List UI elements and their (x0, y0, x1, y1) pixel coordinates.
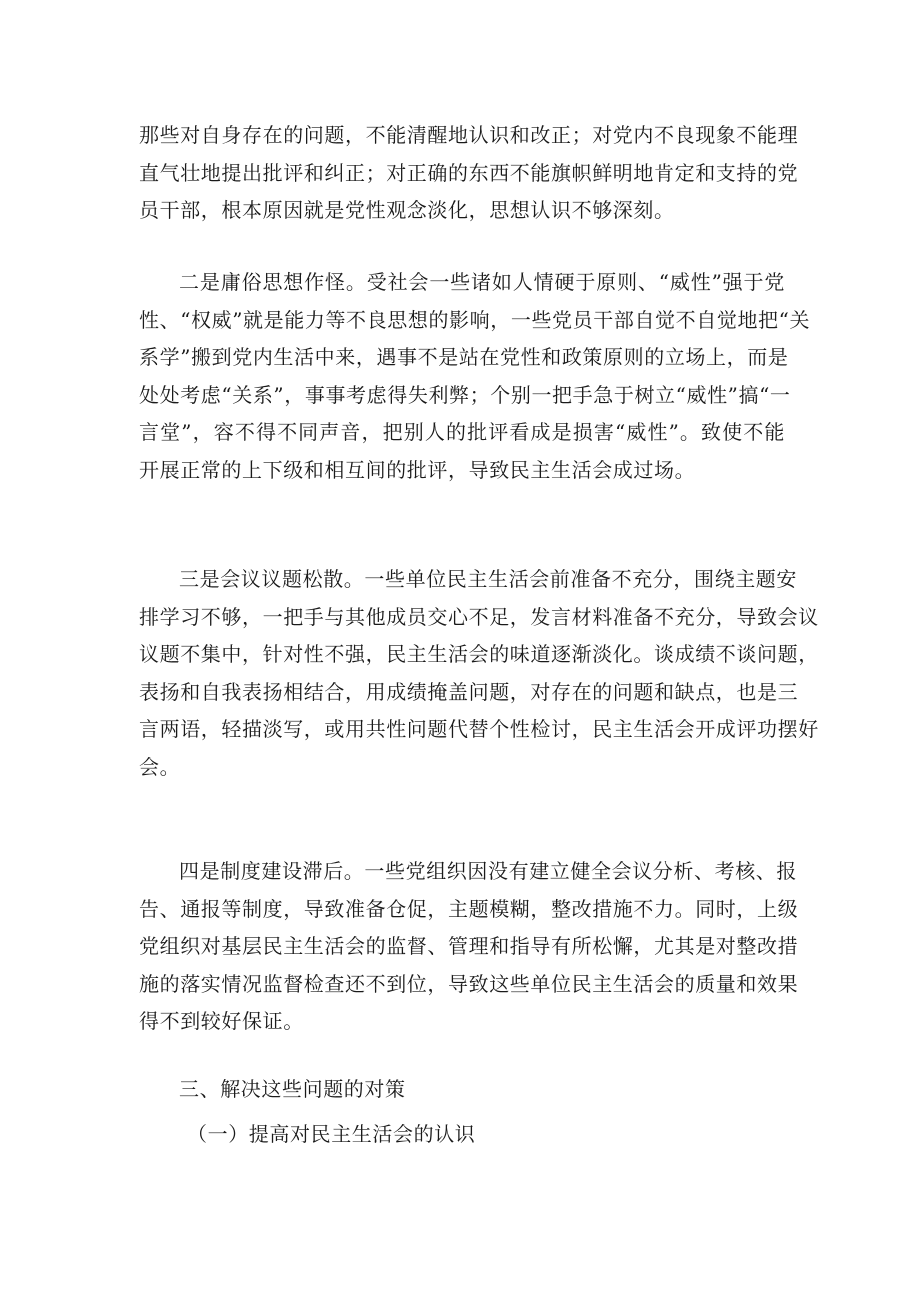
text-line: 那些对自身存在的问题，不能清醒地认识和改正；对党内不良现象不能理 (139, 123, 799, 147)
text-line: 二是庸俗思想作怪。受社会一些诸如人情硬于原则、“威性”强于党 (179, 270, 785, 294)
paragraph-party-awareness-conclusion (139, 117, 799, 230)
text-line: 直气壮地提出批评和纠正；对正确的东西不能旗帜鲜明地肯定和支持的党 (139, 160, 799, 185)
text-line: 党组织对基层民主生活会的监督、管理和指导有所松懈，尤其是对整改措 (139, 934, 799, 958)
text-line: 言堂”，容不得不同声音，把别人的批评看成是损害“威性”。致使不能 (139, 420, 785, 444)
text-line: 得不到较好保证。 (139, 1009, 304, 1033)
text-line: 表扬和自我表扬相结合，用成绩掩盖问题，对存在的问题和缺点，也是三 (139, 679, 799, 704)
paragraph-meeting-topics-loose (139, 561, 819, 786)
section-heading: 三、解决这些问题的对策 (179, 1077, 406, 1101)
text-line: 性、“权威”就是能力等不良思想的影响，一些党员干部自觉不自觉地把“关 (139, 307, 811, 332)
text-line: 员干部，根本原因就是党性观念淡化，思想认识不够深刻。 (139, 198, 675, 222)
text-line: 告、通报等制度，导致准备仓促，主题模糊，整改措施不力。同时，上级 (139, 896, 799, 921)
text-line: 施的落实情况监督检查还不到位，导致这些单位民主生活会的质量和效果 (139, 971, 799, 996)
text-line: 四是制度建设滞后。一些党组织因没有建立健全会议分析、考核、报 (179, 859, 797, 883)
text-line: 议题不集中，针对性不强，民主生活会的味道逐渐淡化。谈成绩不谈问题， (139, 642, 819, 666)
text-line: 系学”搬到党内生活中来，遇事不是站在党性和政策原则的立场上，而是 (139, 345, 789, 369)
text-line: 排学习不够，一把手与其他成员交心不足，发言材料准备不充分，导致会议 (139, 604, 819, 629)
text-line: 三是会议议题松散。一些单位民主生活会前准备不充分，围绕主题安 (179, 567, 797, 591)
paragraph-system-building-lagging (139, 853, 799, 1041)
text-line: 处处考虑“关系”，事事考虑得失利弊；个别一把手急于树立“威性”搞“一 (139, 382, 791, 407)
text-line: 言两语，轻描淡写，或用共性问题代替个性检讨，民主生活会开成评功摆好 (139, 717, 819, 741)
text-line: 会。 (139, 754, 181, 779)
paragraph-vulgar-thinking (139, 264, 811, 489)
text-line: 开展正常的上下级和相互间的批评，导致民主生活会成过场。 (139, 457, 696, 482)
subsection-heading: （一）提高对民主生活会的认识 (187, 1122, 476, 1146)
